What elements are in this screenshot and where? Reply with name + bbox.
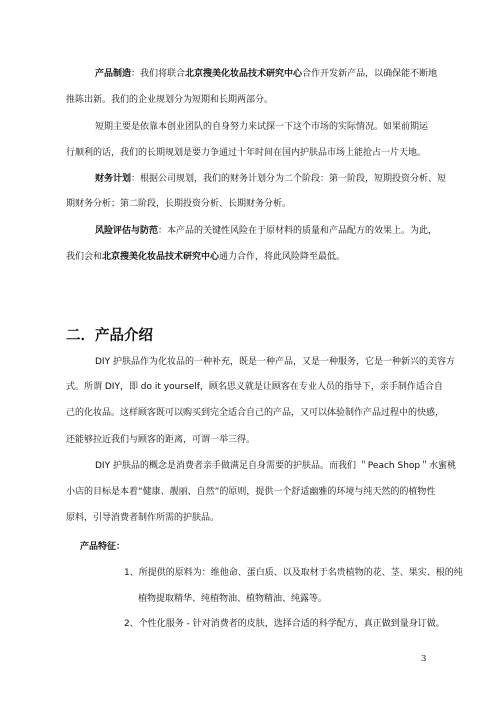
page-number: 3: [421, 654, 427, 664]
risk-label: 风险评估与防范: [95, 226, 159, 236]
risk-text-a: 我们会和: [66, 252, 103, 262]
feature-item-1-cont: 植物提取精华、纯植物油、植物精油、纯露等。: [138, 594, 328, 604]
finance-line-1: [95, 173, 446, 185]
risk-sep: ：: [158, 226, 168, 236]
finance-text-1: 根据公司规划，我们的财务计划分为二个阶段：第一阶段，短期投资分析、短: [140, 174, 447, 184]
intro-p1-line-1: DIY 护肤品作为化妆品的一种补充，既是一种产品，又是一种服务，它是一种新兴的美容方: [95, 357, 455, 367]
risk-line-2: [66, 251, 345, 263]
manufacturing-label: 产品制造: [95, 69, 132, 79]
manufacturing-sep: ：: [131, 69, 141, 79]
risk-line-1: [95, 225, 437, 237]
manufacturing-line-1: [95, 68, 437, 80]
intro-p1-line-3: 己的化妆品。这样顾客既可以购买到完全适合自己的产品，又可以体验制作产品过程中的快感，: [66, 408, 445, 418]
risk-text-b: 通力合作，将此风险降至最低。: [219, 252, 346, 262]
feature-item-1: 1、所提供的原料为：维他命、蛋白质、以及取材于名贵植物的花、茎、果实、根的纯: [124, 568, 463, 578]
plan-line-2: 行顺利的话，我们的长期规划是要力争通过十年时间在国内护肤品市场上能抢占一片天地。: [66, 148, 427, 158]
manufacturing-text-a: 我们将联合: [140, 69, 186, 79]
intro-p1-line-2: 式。所谓 DIY，即 do it yourself，顾名思义就是让顾客在专业人员的指导下，亲手制作适合自: [66, 382, 443, 392]
finance-line-2: 期财务分析；第二阶段，长期投资分析、长期财务分析。: [66, 199, 292, 209]
feature-item-2: 2、个性化服务 - 针对消费者的皮肤，选择合适的科学配方，真正做到量身订做。: [124, 619, 445, 629]
intro-p2-line-3: 原料，引导消费者制作所需的护肤品。: [66, 513, 220, 523]
intro-p2-line-1: DIY 护肤品的概念是消费者亲手做满足自身需要的护肤品。而我们 ＂Peach Shop＂水蜜桃: [95, 461, 457, 471]
risk-text-1: 本产品的关键性风险在于原材料的质量和产品配方的效果上。为此，: [167, 226, 438, 236]
manufacturing-line-2: 推陈出新。我们的企业规划分为短期和长期两部分。: [66, 95, 274, 105]
finance-label: 财务计划: [95, 174, 132, 184]
plan-line-1: 短期主要是依靠本创业团队的自身努力来试探一下这个市场的实际情况。如果前期运: [95, 122, 429, 132]
features-heading: [80, 541, 125, 553]
finance-sep: ：: [131, 174, 141, 184]
manufacturing-text-b: 合作开发新产品，以确保能不断地: [302, 69, 438, 79]
manufacturing-org: 北京搜美化妆品技术研究中心: [185, 69, 303, 79]
intro-p2-line-2: 小店的目标是本着“健康、靓丽、自然”的原则，提供一个舒适幽雅的环境与纯天然的的植物性: [66, 487, 436, 497]
intro-p1-line-4: 还能够拉近我们与顾客的距离，可谓一举三得。: [66, 435, 256, 445]
features-label: 产品特征: [80, 542, 117, 552]
risk-org: 北京搜美化妆品技术研究中心: [102, 252, 220, 262]
section-heading: 二．产品介绍: [66, 328, 153, 344]
features-colon: ：: [116, 542, 126, 552]
